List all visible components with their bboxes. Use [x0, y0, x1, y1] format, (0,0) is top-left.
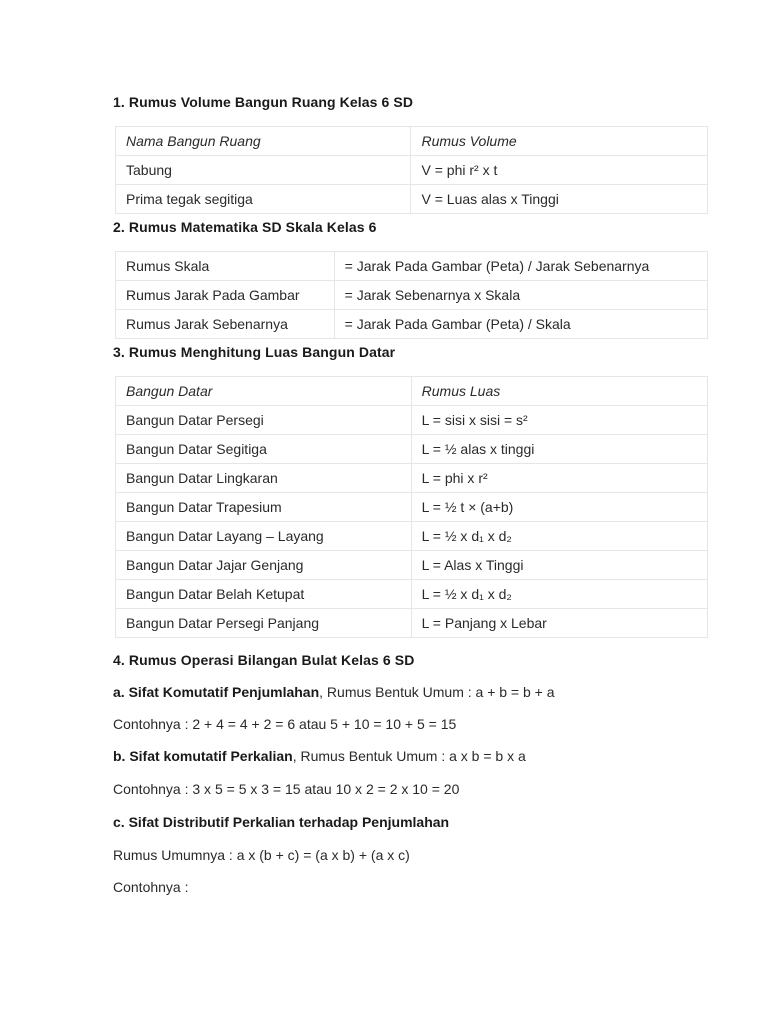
commutative-multiplication-example: Contohnya : 3 x 5 = 5 x 3 = 15 atau 10 x 2 = 2 x 10 = 20 — [113, 781, 460, 797]
table-row — [116, 185, 708, 214]
table-cell: Bangun Datar Layang – Layang — [116, 522, 412, 551]
table-header-cell: Nama Bangun Ruang — [116, 127, 411, 156]
table-cell: Bangun Datar Trapesium — [116, 493, 412, 522]
commutative-addition-title: a. Sifat Komutatif Penjumlahan — [113, 684, 320, 700]
commutative-multiplication-title: b. Sifat komutatif Perkalian — [113, 748, 293, 764]
table-row — [116, 252, 708, 281]
table-row — [116, 406, 708, 435]
table-cell: L = phi x r² — [411, 464, 707, 493]
table-cell: Prima tegak segitiga — [116, 185, 411, 214]
table-header-cell: Bangun Datar — [116, 377, 412, 406]
table-cell: L = Panjang x Lebar — [411, 609, 707, 638]
table-cell: Rumus Jarak Pada Gambar — [116, 281, 335, 310]
commutative-multiplication-formula: , Rumus Bentuk Umum : a x b = b x a — [292, 748, 526, 764]
table-cell: Bangun Datar Lingkaran — [116, 464, 412, 493]
commutative-addition-example: Contohnya : 2 + 4 = 4 + 2 = 6 atau 5 + 10 = 10 + 5 = 15 — [113, 716, 457, 732]
table-cell: Bangun Datar Jajar Genjang — [116, 551, 412, 580]
table-row — [116, 580, 708, 609]
commutative-multiplication-paragraph — [113, 748, 526, 764]
table-row — [116, 310, 708, 339]
section-4-heading: 4. Rumus Operasi Bilangan Bulat Kelas 6 SD — [113, 652, 415, 668]
table-row — [116, 281, 708, 310]
section-2-heading: 2. Rumus Matematika SD Skala Kelas 6 — [113, 219, 377, 235]
table-header-cell: Rumus Luas — [411, 377, 707, 406]
table-cell: = Jarak Pada Gambar (Peta) / Jarak Sebenarnya — [334, 252, 707, 281]
distributive-paragraph — [113, 814, 449, 830]
table-header-row — [116, 377, 708, 406]
table-cell: L = Alas x Tinggi — [411, 551, 707, 580]
table-cell: L = ½ x d₁ x d₂ — [411, 522, 707, 551]
table-cell: = Jarak Sebenarnya x Skala — [334, 281, 707, 310]
table-cell: L = ½ alas x tinggi — [411, 435, 707, 464]
table-cell: Rumus Skala — [116, 252, 335, 281]
distributive-title: c. Sifat Distributif Perkalian terhadap Penjumlahan — [113, 814, 450, 830]
table-cell: V = Luas alas x Tinggi — [411, 185, 708, 214]
volume-table — [115, 126, 708, 214]
table-cell: V = phi r² x t — [411, 156, 708, 185]
section-1-heading: 1. Rumus Volume Bangun Ruang Kelas 6 SD — [113, 94, 414, 110]
table-cell: Bangun Datar Persegi Panjang — [116, 609, 412, 638]
table-row — [116, 522, 708, 551]
distributive-formula: Rumus Umumnya : a x (b + c) = (a x b) + (a x c) — [113, 847, 410, 863]
table-cell: L = ½ x d₁ x d₂ — [411, 580, 707, 609]
table-cell: = Jarak Pada Gambar (Peta) / Skala — [334, 310, 707, 339]
table-header-cell: Rumus Volume — [411, 127, 708, 156]
table-cell: L = ½ t × (a+b) — [411, 493, 707, 522]
table-row — [116, 464, 708, 493]
section-3-heading: 3. Rumus Menghitung Luas Bangun Datar — [113, 344, 396, 360]
table-cell: Tabung — [116, 156, 411, 185]
scale-table — [115, 251, 708, 339]
table-cell: Rumus Jarak Sebenarnya — [116, 310, 335, 339]
table-row — [116, 156, 708, 185]
distributive-example-label: Contohnya : — [113, 879, 189, 895]
table-cell: Bangun Datar Persegi — [116, 406, 412, 435]
table-cell: Bangun Datar Segitiga — [116, 435, 412, 464]
commutative-addition-paragraph — [113, 684, 555, 700]
table-row — [116, 551, 708, 580]
commutative-addition-formula: , Rumus Bentuk Umum : a + b = b + a — [319, 684, 555, 700]
table-row — [116, 609, 708, 638]
table-row — [116, 493, 708, 522]
table-cell: Bangun Datar Belah Ketupat — [116, 580, 412, 609]
area-table — [115, 376, 708, 638]
table-header-row — [116, 127, 708, 156]
table-row — [116, 435, 708, 464]
table-cell: L = sisi x sisi = s² — [411, 406, 707, 435]
